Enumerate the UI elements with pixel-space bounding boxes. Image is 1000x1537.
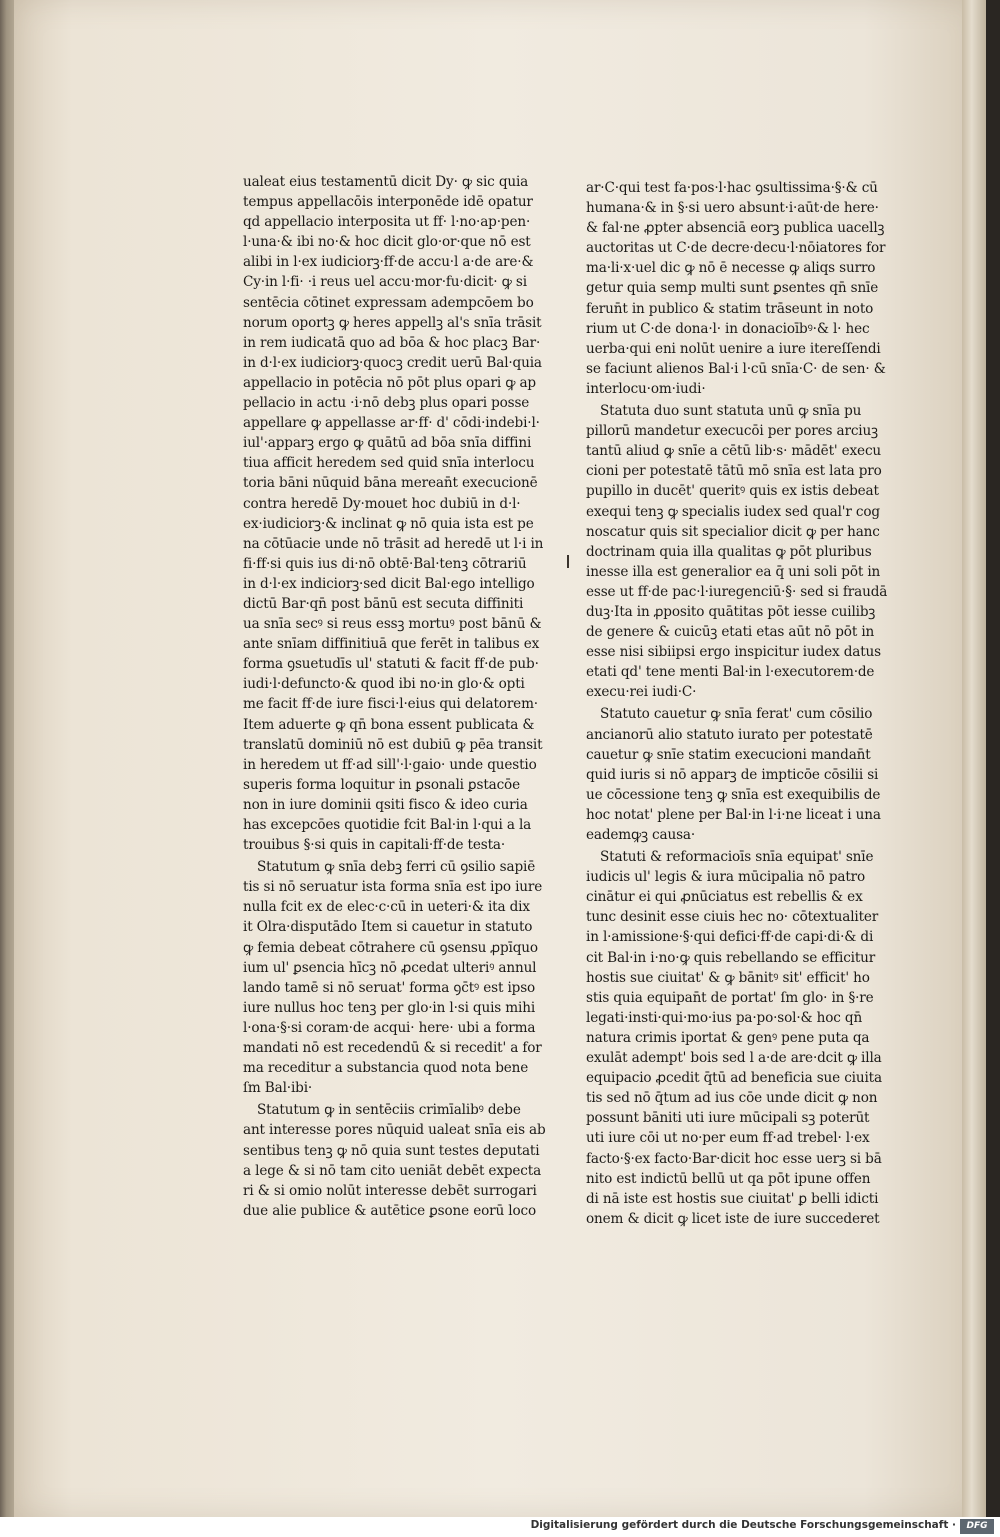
text-line: appellare ꝙ appellasse ar·ff· d' cōdi·indebi·l· (243, 415, 540, 432)
left-text-column (243, 172, 546, 1221)
text-line: rium ut C·de dona·l· in donacioībꝰ·& l· hec (586, 320, 870, 337)
text-line: ua snīa secꝰ si reus essꝫ mortuꝰ post bānū & (243, 616, 542, 633)
text-line: natura crimis iportat & genꝰ pene puta qa (586, 1029, 870, 1046)
text-line: doctrinam quia illa qualitas ꝙ pōt pluribus (586, 543, 872, 560)
text-line: tis si nō seruatur ista forma snīa est ipo iure (243, 879, 543, 896)
text-line: mandati nō est recedendū & si recedit' a for (243, 1040, 542, 1057)
text-line: ium ul' ꝑsencia hīcꝫ nō ꝓcedat ulteriꝰ annul (243, 959, 537, 976)
text-line: facto·§·ex facto·Bar·dicit hoc esse uerꝫ si bā (586, 1150, 882, 1167)
text-line: exequi tenꝫ ꝙ specialis iudex sed qual'r cog (586, 503, 880, 520)
text-line: legati·insti·qui·mo·ius pa·po·sol·& hoc qn̄ (586, 1009, 863, 1026)
text-line: Cy·in l·fi· ·i reus uel accu·mor·fu·dicit· ꝙ si (243, 274, 527, 291)
text-line: sentēcia cōtinet expressam adempcōem bo (243, 294, 534, 311)
text-line: cit Bal·in i·no·ꝙ quis rebellando se efficitur (586, 949, 876, 966)
text-line: sentibus tenꝫ ꝙ nō quia sunt testes deputati (243, 1142, 540, 1159)
text-line: onem & dicit ꝙ licet iste de iure succederet (586, 1210, 880, 1227)
page-fold (962, 0, 986, 1517)
text-line: esse nisi sibiipsi ergo inspicitur iudex datus (586, 644, 881, 661)
text-line: exulāt adempt' bois sed l a·de are·dcit ꝙ illa (586, 1050, 882, 1067)
text-line: Statuto cauetur ꝙ snīa ferat' cum cōsilio (600, 706, 873, 723)
text-line: auctoritas ut C·de decre·decu·l·nōiatores for (586, 240, 886, 257)
text-line: esse ut ff·de pac·l·iuregenciū·§· sed si fraudā (586, 583, 888, 600)
text-line: l·una·& ibi no·& hoc dicit glo·or·que nō est (243, 234, 531, 251)
text-line: a lege & si nō tam cito ueniāt debēt expecta (243, 1162, 542, 1179)
text-line: toria bāni nūquid bāna merean̄t execucionē (243, 475, 538, 492)
text-line: iul'·apparꝫ ergo ꝙ quātū ad bōa snīa diffini (243, 435, 532, 452)
text-line: pillorū mandetur execucōi per pores arciuꝫ (586, 423, 878, 440)
text-line: ualeat eius testamentū dicit Dy· ꝙ sic quia (243, 174, 529, 190)
text-line: uti iure cōi ut no·per eum ff·ad trebel· l·ex (586, 1130, 870, 1147)
text-line: se faciunt alienos Bal·i l·cū snīa·C· de sen· & (586, 360, 886, 377)
text-line: translatū dominiū nō est dubiū ꝙ pēa transit (243, 736, 543, 753)
text-line: cauetur ꝙ snīe statim execucioni mandan̄t (586, 746, 871, 763)
text-line: tunc desinit esse ciuis hec no· cōtextualiter (586, 909, 879, 926)
text-line: humana·& in §·si uero absunt·i·aūt·de here· (586, 200, 879, 217)
text-line: inesse illa est generalior ea q̄ uni soli pōt in (586, 563, 881, 580)
text-line: stis quia equipan̄t de portat' ſm glo· in §·re (586, 989, 874, 1006)
text-line: & fal·ne ꝓpter absenciā eorꝫ publica uacellꝫ (586, 220, 885, 237)
scan-border (986, 0, 1000, 1537)
text-line: ex·iudiciorꝫ·& inclinat ꝙ nō quia ista est pe (243, 515, 534, 532)
text-line: cinātur ei qui ꝓnūciatus est rebellis & ex (586, 889, 863, 906)
text-line: duꝫ·Ita in ꝓposito quātitas pōt iesse cuilibꝫ (586, 603, 876, 620)
text-line: ancianorū alio statuto iurato per potestatē (586, 726, 873, 743)
text-line: iudicis ul' legis & iura mūcipalia nō patro (586, 869, 866, 886)
text-line: pupillo in ducēt' queritꝰ quis ex istis debeat (586, 483, 879, 500)
text-line: alibi in l·ex iudiciorꝫ·ff·de accu·l a·de are·& (243, 254, 534, 271)
text-line: in rem iudicatā quo ad bōa & hoc placꝫ Bar· (243, 334, 541, 351)
text-line: Item aduerte ꝙ qn̄ bona essent publicata & (243, 716, 535, 733)
text-line: possunt bāniti uti iure mūcipali sꝫ poterūt (586, 1110, 870, 1127)
text-line: execu·rei iudi·C· (586, 684, 697, 701)
text-line: cioni per potestatē tātū mō snīa est lata pro (586, 463, 882, 480)
text-line: superis forma loquitur in ꝑsonali ꝑstacōe (243, 776, 520, 793)
margin-mark (567, 555, 569, 568)
text-line: ar·C·qui test fa·pos·l·hac ꝯsultissima·§·& cū (586, 180, 878, 196)
text-line: ue cōcessione tenꝫ ꝙ snīa est exequibilis de (586, 786, 881, 803)
text-line: in l·amissione·§·qui defici·ff·de capi·di·& di (586, 929, 874, 946)
text-line: Statutum ꝙ snīa debꝫ ferri cū ꝯsilio sapiē (257, 859, 536, 876)
text-line: it Olra·disputādo Item si cauetur in statuto (243, 919, 533, 936)
text-line: ꝙ femia debeat cōtrahere cū ꝯsensu ꝓpīquo (243, 939, 538, 956)
dfg-logo: DFG (960, 1519, 994, 1534)
text-line: de genere & cuicūꝫ etati etas aūt nō pōt in (586, 624, 875, 641)
text-line: in d·l·ex iudiciorꝫ·quocꝫ credit uerū Bal·quia (243, 354, 542, 371)
text-line: getur quia semp multi sunt ꝑsentes qn̄ snīe (586, 280, 879, 297)
text-line: tempus appellacōis interponēde idē opatur (243, 194, 533, 211)
text-line: me facit ff·de iure fisci·l·eius qui delatorem· (243, 696, 538, 713)
text-line: Statutum ꝙ in sentēciis crimīalibꝰ debe (257, 1102, 521, 1119)
text-line: qd appellacio interposita ut ff· l·no·ap·pen· (243, 214, 531, 231)
text-line: has excepcōes quotidie fcit Bal·in l·qui a la (243, 817, 532, 833)
right-text-column (586, 178, 888, 1229)
text-line: iure nullus hoc tenꝫ per glo·in l·si quis mihi (243, 999, 536, 1016)
text-line: tantū aliud ꝙ snīe a cētū lib·s· mādēt' execu (586, 443, 882, 460)
text-line: l·ona·§·si coram·de acqui· here· ubi a forma (243, 1019, 536, 1036)
text-line: uerba·qui eni nolūt uenire a iure itereſſendi (586, 340, 881, 357)
text-line: ſm Bal·ibi· (243, 1080, 313, 1097)
text-line: equipacio ꝓcedit q̄tū ad beneficia sue ciuita (586, 1070, 882, 1087)
text-line: norum oportꝫ ꝙ heres appellꝫ al's snīa trāsit (243, 314, 542, 331)
text-line: tis sed nō q̄tum ad ius cōe unde dicit ꝙ non (586, 1090, 878, 1107)
text-line: appellacio in potēcia nō pōt plus opari ꝙ ap (243, 374, 536, 391)
text-line: interlocu·om·iudi· (586, 380, 706, 397)
text-line: hoc notat' plene per Bal·in l·i·ne liceat i una (586, 806, 881, 823)
text-line: Statuta duo sunt statuta unū ꝙ snīa pu (600, 403, 862, 420)
text-line: ante snīam diffinitiuā que ferēt in talibus ex (243, 636, 540, 653)
text-line: ma receditur a substancia quod nota bene (243, 1060, 529, 1077)
text-line: etati qd' tene menti Bal·in l·executorem·de (586, 664, 875, 681)
text-line: quid iuris si nō apparꝫ de impticōe cōsilii si (586, 766, 879, 783)
text-line: di nā iste est hostis sue ciuitat' ꝑ belli idicti (586, 1190, 879, 1207)
text-line: trouibus §·si quis in capitali·ff·de testa· (243, 837, 506, 854)
text-line: iudi·l·defuncto·& quod ibi no·in glo·& opti (243, 676, 525, 693)
text-line: tiua afficit heredem sed quid snīa interlocu (243, 455, 535, 472)
text-line: forma ꝯsuetudīs ul' statuti & facit ff·de pub· (243, 656, 539, 673)
text-line: due alie publice & autētice ꝑsone eorū loco (243, 1202, 536, 1219)
text-line: na cōtūacie unde nō trāsit ad heredē ut l·i in (243, 535, 544, 552)
text-line: ma·li·x·uel dic ꝙ nō ē necesse ꝙ aliqs surro (586, 260, 876, 277)
funding-notice: Digitalisierung gefördert durch die Deutsche Forschungsgemeinschaft · (530, 1519, 956, 1531)
text-line: ferun̄t in publico & statim trāseunt in noto (586, 300, 874, 317)
text-line: nito est indictū bellū ut qa pōt ipune offen (586, 1170, 871, 1187)
text-line: noscatur quis sit specialior dicit ꝙ per hanc (586, 523, 880, 540)
text-line: Statuti & reformacioīs snīa equipat' snīe (600, 849, 874, 866)
text-line: pellacio in actu ·i·nō debꝫ plus opari posse (243, 395, 530, 412)
text-line: fi·ff·si quis ius di·nō obtē·Bal·tenꝫ cōtrariū (243, 555, 527, 572)
text-line: ant interesse pores nūquid ualeat snīa eis ab (243, 1122, 546, 1139)
text-line: dictū Bar·qn̄ post bānū est secuta diffiniti (243, 595, 524, 612)
text-line: in d·l·ex indiciorꝫ·sed dicit Bal·ego intelligo (243, 575, 535, 592)
text-line: lando tamē si nō seruat' forma ꝯc̄tꝰ est ipso (243, 979, 536, 996)
text-line: contra heredē Dy·mouet hoc dubiū in d·l· (243, 495, 521, 512)
text-line: hostis sue ciuitat' & ꝙ bānitꝰ sit' efficit' ho (586, 969, 870, 986)
text-line: non in iure dominii qsiti fisco & ideo curia (243, 796, 528, 813)
text-line: eademꝙꝫ causa· (586, 827, 696, 843)
text-line: nulla fcit ex de elec·c·cū in ueteri·& ita dix (243, 899, 530, 916)
text-line: ri & si omio nolūt interesse debēt surrogari (243, 1182, 537, 1199)
text-line: in heredem ut ff·ad sill'·l·gaio· unde questio (243, 756, 537, 773)
